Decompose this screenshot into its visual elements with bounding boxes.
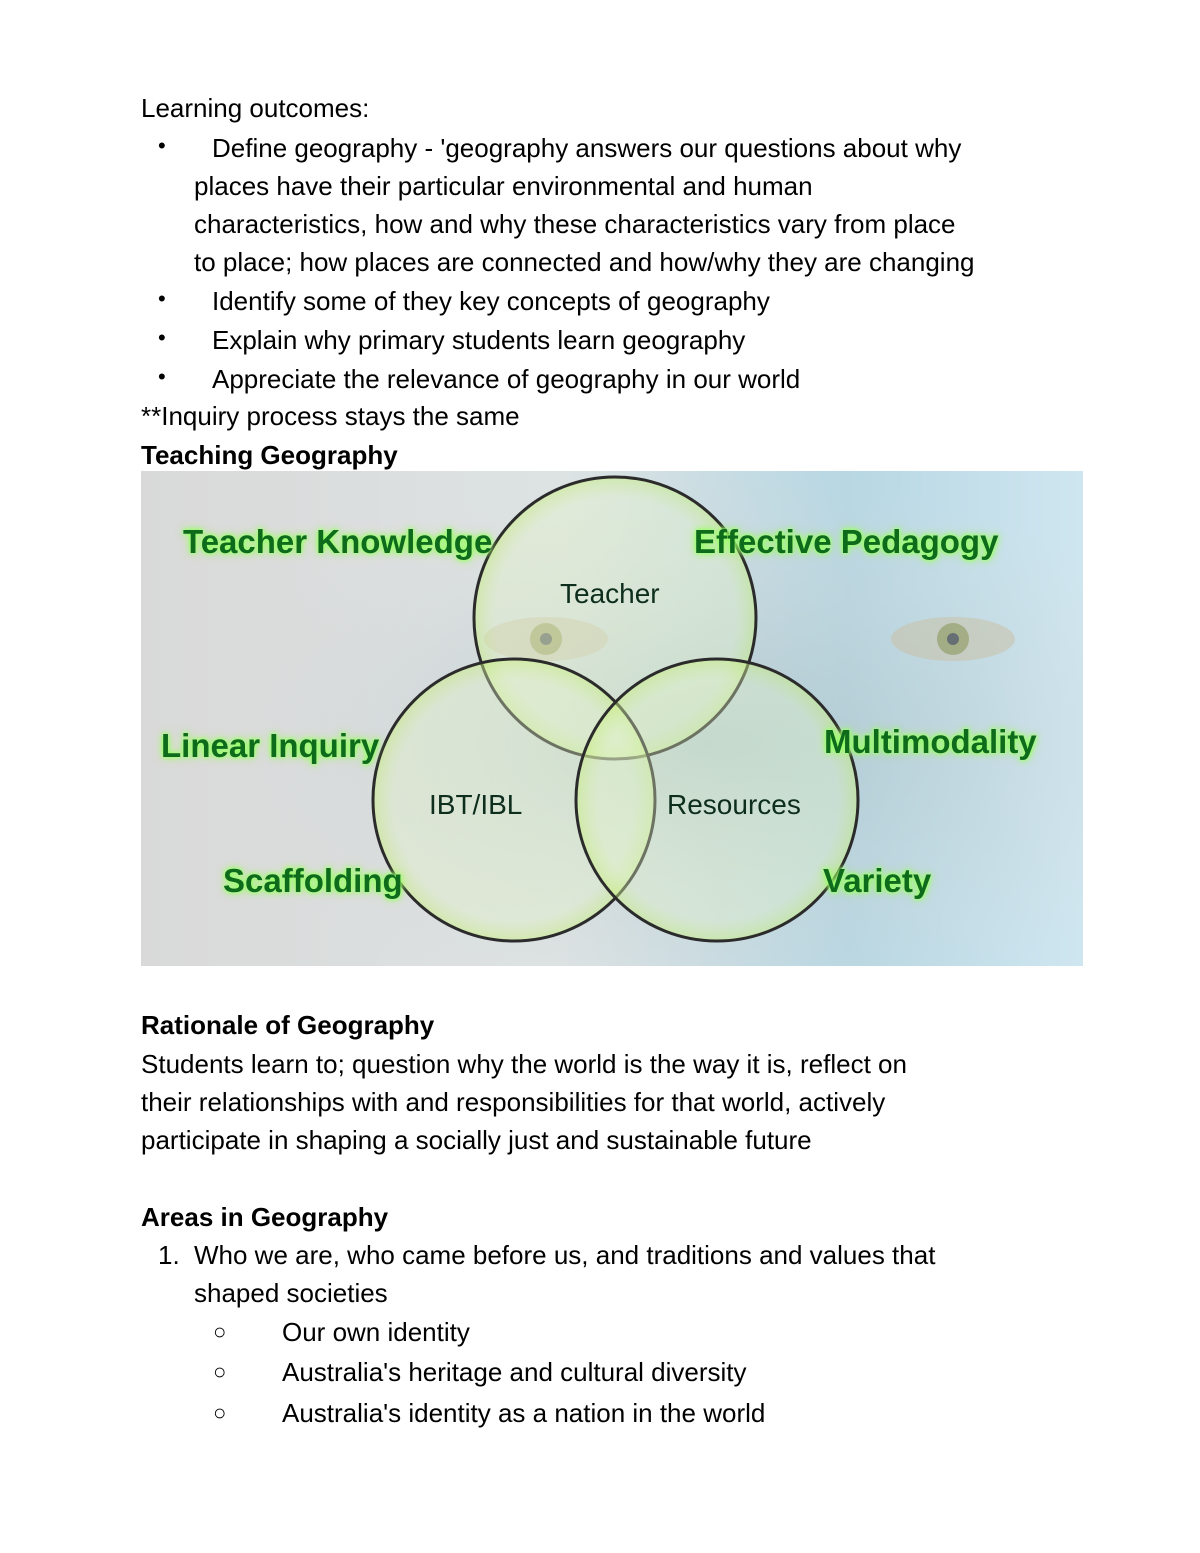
rationale-line-1: Students learn to; question why the world is the way it is, reflect on — [141, 1049, 907, 1079]
inquiry-note: **Inquiry process stays the same — [141, 401, 520, 431]
area-item-line-2: shaped societies — [194, 1278, 388, 1308]
label-variety: Variety — [823, 862, 932, 899]
outcome-1-line-3: characteristics, how and why these characteristics vary from place — [194, 209, 956, 239]
areas-heading: Areas in Geography — [141, 1202, 389, 1232]
label-linear-inquiry: Linear Inquiry — [161, 727, 380, 764]
area-item-line-1: Who we are, who came before us, and traditions and values that — [194, 1240, 936, 1270]
bullet-icon: • — [158, 286, 166, 311]
label-teacher-knowledge: Teacher Knowledge — [183, 523, 493, 560]
circle-bullet-icon: ○ — [213, 1319, 227, 1344]
circle-label-ibt-ibl: IBT/IBL — [429, 789, 523, 820]
bullet-icon: • — [158, 364, 166, 389]
bullet-icon: • — [158, 133, 166, 158]
outcome-4: Appreciate the relevance of geography in our world — [212, 364, 801, 394]
sub-item-2: Australia's heritage and cultural diversity — [282, 1357, 747, 1387]
circle-bullet-icon: ○ — [213, 1400, 227, 1425]
outcome-3: Explain why primary students learn geography — [212, 325, 746, 355]
outcome-1-line-2: places have their particular environmental and human — [194, 171, 813, 201]
sub-item-3: Australia's identity as a nation in the world — [282, 1398, 766, 1428]
outcome-1-line-4: to place; how places are connected and how/why they are changing — [194, 247, 975, 277]
rationale-line-3: participate in shaping a socially just and sustainable future — [141, 1125, 812, 1155]
circle-label-teacher: Teacher — [560, 578, 660, 609]
sub-item-1: Our own identity — [282, 1317, 470, 1347]
label-multimodality: Multimodality — [824, 723, 1037, 760]
outcome-1-line-1: Define geography - 'geography answers our questions about why — [212, 133, 962, 163]
label-effective-pedagogy: Effective Pedagogy — [694, 523, 999, 560]
rationale-heading: Rationale of Geography — [141, 1010, 435, 1040]
eye-right-icon — [891, 617, 1015, 661]
teaching-geography-heading: Teaching Geography — [141, 440, 398, 470]
outcome-2: Identify some of they key concepts of geography — [212, 286, 770, 316]
circle-label-resources: Resources — [667, 789, 801, 820]
circle-bullet-icon: ○ — [213, 1359, 227, 1384]
teaching-geography-diagram — [141, 471, 1083, 966]
area-item-number: 1. — [158, 1240, 180, 1270]
bullet-icon: • — [158, 325, 166, 350]
learning-outcomes-heading: Learning outcomes: — [141, 93, 370, 123]
rationale-line-2: their relationships with and responsibilities for that world, actively — [141, 1087, 886, 1117]
label-scaffolding: Scaffolding — [223, 862, 403, 899]
